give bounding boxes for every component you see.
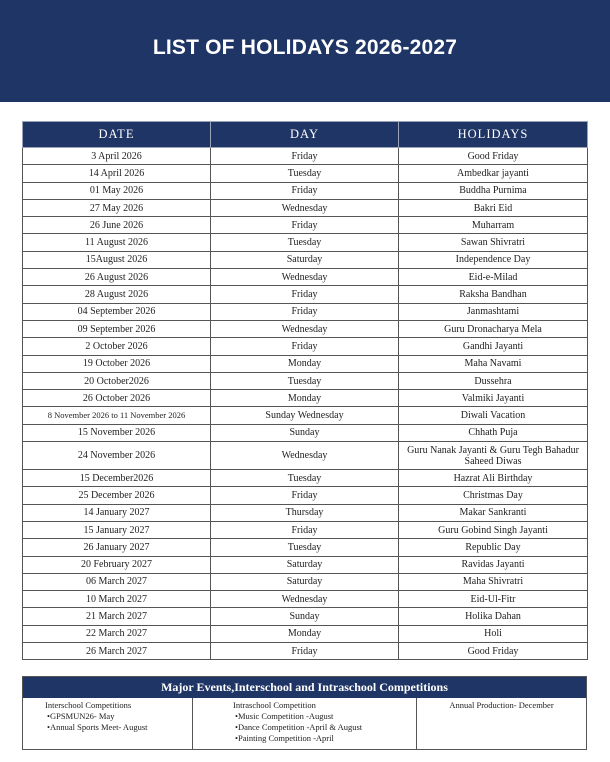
table-header-row [23,122,588,148]
date-cell: 15 January 2027 [23,521,211,538]
day-cell: Friday [211,303,399,320]
date-cell: 3 April 2026 [23,148,211,165]
date-cell: 20 February 2027 [23,556,211,573]
date-cell: 11 August 2026 [23,234,211,251]
list-item: • Music Competition -August [233,711,416,722]
day-cell: Friday [211,148,399,165]
holiday-cell: Guru Dronacharya Mela [399,320,588,337]
date-column-header: DATE [23,122,211,148]
page-title: LIST OF HOLIDAYS 2026-2027 [152,36,458,59]
date-cell: 19 October 2026 [23,355,211,372]
table-row [23,424,588,441]
holiday-cell: Raksha Bandhan [399,286,588,303]
date-cell: 8 November 2026 to 11 November 2026 [23,407,211,424]
date-cell: 15August 2026 [23,251,211,268]
date-cell: 04 September 2026 [23,303,211,320]
table-row [23,539,588,556]
holiday-cell: Ambedkar jayanti [399,165,588,182]
table-row [23,251,588,268]
day-cell: Tuesday [211,234,399,251]
table-row [23,165,588,182]
day-cell: Friday [211,521,399,538]
intraschool-heading: Intraschool Competition [233,700,316,710]
holiday-cell: Sawan Shivratri [399,234,588,251]
holiday-cell: Guru Nanak Jayanti & Guru Tegh Bahadur Saheed Diwas [399,442,588,470]
day-cell: Sunday Wednesday [211,407,399,424]
day-cell: Saturday [211,573,399,590]
holiday-cell: Gandhi Jayanti [399,338,588,355]
day-cell: Wednesday [211,442,399,470]
date-cell: 26 August 2026 [23,269,211,286]
date-cell: 22 March 2027 [23,625,211,642]
day-cell: Wednesday [211,320,399,337]
list-item: • Annual Sports Meet- August [45,722,192,733]
table-row [23,470,588,487]
day-cell: Wednesday [211,199,399,216]
list-item: • Dance Competition -April & August [233,722,416,733]
table-row [23,269,588,286]
holiday-cell: Good Friday [399,148,588,165]
holiday-cell: Chhath Puja [399,424,588,441]
table-row [23,355,588,372]
holiday-cell: Bakri Eid [399,199,588,216]
holidays-column-header: HOLIDAYS [399,122,588,148]
list-item: • Painting Competition -April [233,733,416,744]
date-cell: 26 October 2026 [23,390,211,407]
table-row [23,199,588,216]
day-cell: Tuesday [211,165,399,182]
holiday-cell: Buddha Purnima [399,182,588,199]
holiday-cell: Muharram [399,217,588,234]
table-row [23,286,588,303]
day-cell: Wednesday [211,591,399,608]
holiday-cell: Valmiki Jayanti [399,390,588,407]
date-cell: 26 March 2027 [23,643,211,660]
day-cell: Friday [211,643,399,660]
holidays-table [22,121,588,660]
date-cell: 26 June 2026 [23,217,211,234]
day-cell: Sunday [211,608,399,625]
table-row [23,442,588,470]
holiday-cell: Guru Gobind Singh Jayanti [399,521,588,538]
holiday-cell: Good Friday [399,643,588,660]
date-cell: 15 December2026 [23,470,211,487]
day-cell: Wednesday [211,269,399,286]
holiday-cell: Eid-Ul-Fitr [399,591,588,608]
date-cell: 2 October 2026 [23,338,211,355]
date-cell: 14 April 2026 [23,165,211,182]
holiday-cell: Maha Navami [399,355,588,372]
holiday-cell: Diwali Vacation [399,407,588,424]
table-row [23,625,588,642]
day-cell: Tuesday [211,470,399,487]
holiday-cell: Makar Sankranti [399,504,588,521]
table-row [23,182,588,199]
interschool-column [23,698,193,749]
title-banner [0,0,610,102]
date-cell: 10 March 2027 [23,591,211,608]
table-row [23,591,588,608]
table-row [23,372,588,389]
date-cell: 24 November 2026 [23,442,211,470]
table-row [23,608,588,625]
day-cell: Sunday [211,424,399,441]
table-row [23,556,588,573]
list-item: • GPSMUN26- May [45,711,192,722]
table-row [23,320,588,337]
holiday-cell: Holi [399,625,588,642]
date-cell: 26 January 2027 [23,539,211,556]
date-cell: 27 May 2026 [23,199,211,216]
table-row [23,303,588,320]
date-cell: 20 October2026 [23,372,211,389]
date-cell: 21 March 2027 [23,608,211,625]
day-cell: Monday [211,355,399,372]
annual-production-text: Annual Production- December [449,700,554,710]
table-row [23,390,588,407]
table-row [23,407,588,424]
table-row [23,234,588,251]
day-cell: Saturday [211,556,399,573]
date-cell: 14 January 2027 [23,504,211,521]
day-cell: Friday [211,286,399,303]
day-cell: Friday [211,487,399,504]
interschool-heading: Interschool Competitions [45,700,132,710]
annual-production-column [417,698,586,749]
events-title: Major Events,Interschool and Intraschool Competitions [23,677,586,698]
table-row [23,573,588,590]
day-cell: Friday [211,182,399,199]
day-cell: Tuesday [211,372,399,389]
day-cell: Monday [211,625,399,642]
holiday-cell: Republic Day [399,539,588,556]
table-row [23,487,588,504]
holiday-cell: Ravidas Jayanti [399,556,588,573]
holiday-cell: Eid-e-Milad [399,269,588,286]
intraschool-column [193,698,417,749]
day-cell: Saturday [211,251,399,268]
holiday-cell: Maha Shivratri [399,573,588,590]
day-cell: Thursday [211,504,399,521]
table-row [23,504,588,521]
table-row [23,643,588,660]
date-cell: 09 September 2026 [23,320,211,337]
day-cell: Friday [211,217,399,234]
holiday-cell: Janmashtami [399,303,588,320]
table-row [23,148,588,165]
table-row [23,338,588,355]
holiday-cell: Hazrat Ali Birthday [399,470,588,487]
day-column-header: DAY [211,122,399,148]
day-cell: Monday [211,390,399,407]
date-cell: 15 November 2026 [23,424,211,441]
holiday-cell: Christmas Day [399,487,588,504]
table-row [23,217,588,234]
date-cell: 06 March 2027 [23,573,211,590]
day-cell: Tuesday [211,539,399,556]
date-cell: 01 May 2026 [23,182,211,199]
holiday-cell: Dussehra [399,372,588,389]
date-cell: 25 December 2026 [23,487,211,504]
holiday-cell: Independence Day [399,251,588,268]
date-cell: 28 August 2026 [23,286,211,303]
table-row [23,521,588,538]
holiday-cell: Holika Dahan [399,608,588,625]
events-section [22,676,587,750]
day-cell: Friday [211,338,399,355]
